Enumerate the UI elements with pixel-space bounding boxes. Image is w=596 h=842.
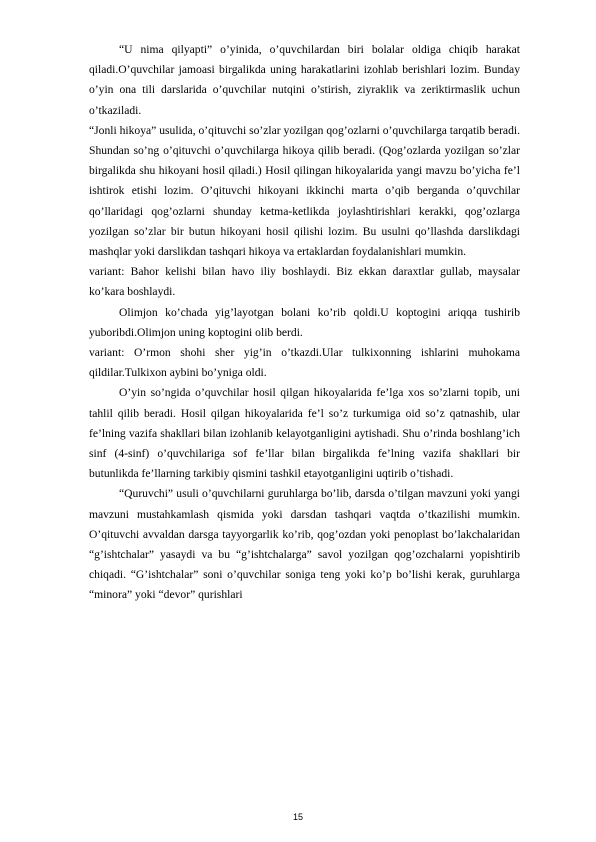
page-number: 15	[292, 812, 303, 822]
document-body	[89, 40, 520, 606]
paragraph-olimjon: Olimjon ko’chada yig’layotgan bolani ko’rib qoldi.U koptogini ariqqa tushirib yuboribdi.Olimjon uning koptogini olib berdi.	[89, 305, 520, 339]
paragraph-u-nima-qilyapti: “U nima qilyapti” o’yinida, o’quvchilardan biri bolalar oldiga chiqib harakat qiladi.O’quvchilar jamoasi birgalikda uning harakatlarini izohlab berishlari lozim. Bunday o’yin ona tili darslarida o’quvchilar nutqini o’stirish, ziyraklik va zeriktirmaslik uchun o’tkaziladi.	[89, 43, 520, 117]
paragraph-oyin-songida: O’yin so’ngida o’quvchilar hosil qilgan hikoyalarida fe’lga xos so’zlarni topib, uni tahlil qilib beradi. Hosil qilgan hikoyalarida fe’l so’z turkumiga oid so’z qatnashib, ular fe’lning vazifa shakllari bilan izohlanib kelayotganligini aytishadi. Shu o’rinda boshlang’ich sinf (4-sinf) o’quvchilariga sof fe’llar bilan birgalikda fe’lning vazifa shakllari bir butunlikda fe’llarning tarkibiy qismini tashkil etayotganligini uqtirib o’tishadi.	[89, 386, 520, 481]
paragraph-quruvchi: “Quruvchi” usuli o’quvchilarni guruhlarga bo’lib, darsda o’tilgan mavzuni yoki yangi mavzuni mustahkamlash qismida yoki darsdan tashqari vaqtda o’tkazilishi mumkin. O’qituvchi avvaldan darsga tayyorgarlik ko’rib, qog’ozdan yoki penoplast bo’lakchalaridan “g’ishtchalar” yasaydi va bu “g’ishtchalarga” savol yozilgan qog’ozchalarni yopishtirib chiqadi. “G’ishtchalar” soni o’quvchilar soniga teng yoki ko’p bo’lishi kerak, guruhlarga “minora” yoki “devor” qurishlari	[89, 487, 520, 602]
paragraph-variant-2: variant: O’rmon shohi sher yig’in o’tkazdi.Ular tulkixonning ishlarini muhokama qildilar.Tulkixon aybini bo’yniga oldi.	[89, 346, 520, 380]
paragraph-variant-1: variant: Bahor kelishi bilan havo iliy boshlaydi. Biz ekkan daraxtlar gullab, maysalar ko’kara boshlaydi.	[89, 265, 520, 299]
paragraph-jonli-hikoya: “Jonli hikoya” usulida, o’qituvchi so’zlar yozilgan qog’ozlarni o’quvchilarga tarqatib beradi. Shundan so’ng o’qituvchi o’quvchilarga hikoya qilib beradi. (Qog’ozlarda yozilgan so’zlar birgalikda shu hikoyani hosil qiladi.) Hosil qilingan hikoyalarida yangi mavzu bo’yicha fe’l ishtirok etishi lozim. O’qituvchi hikoyani ikkinchi marta o’qib berganda o’quvchilar qo’llaridagi qog’ozlarni shunday ketma-ketlikda joylashtirishlari kerakki, qog’ozlarga yozilgan so’zlar bir butun hikoyani hosil qilishi lozim. Bu usulni qo’llashda darslikdagi mashqlar yoki darslikdan tashqari hikoya va ertaklardan foydalanishlari mumkin.	[89, 123, 520, 259]
